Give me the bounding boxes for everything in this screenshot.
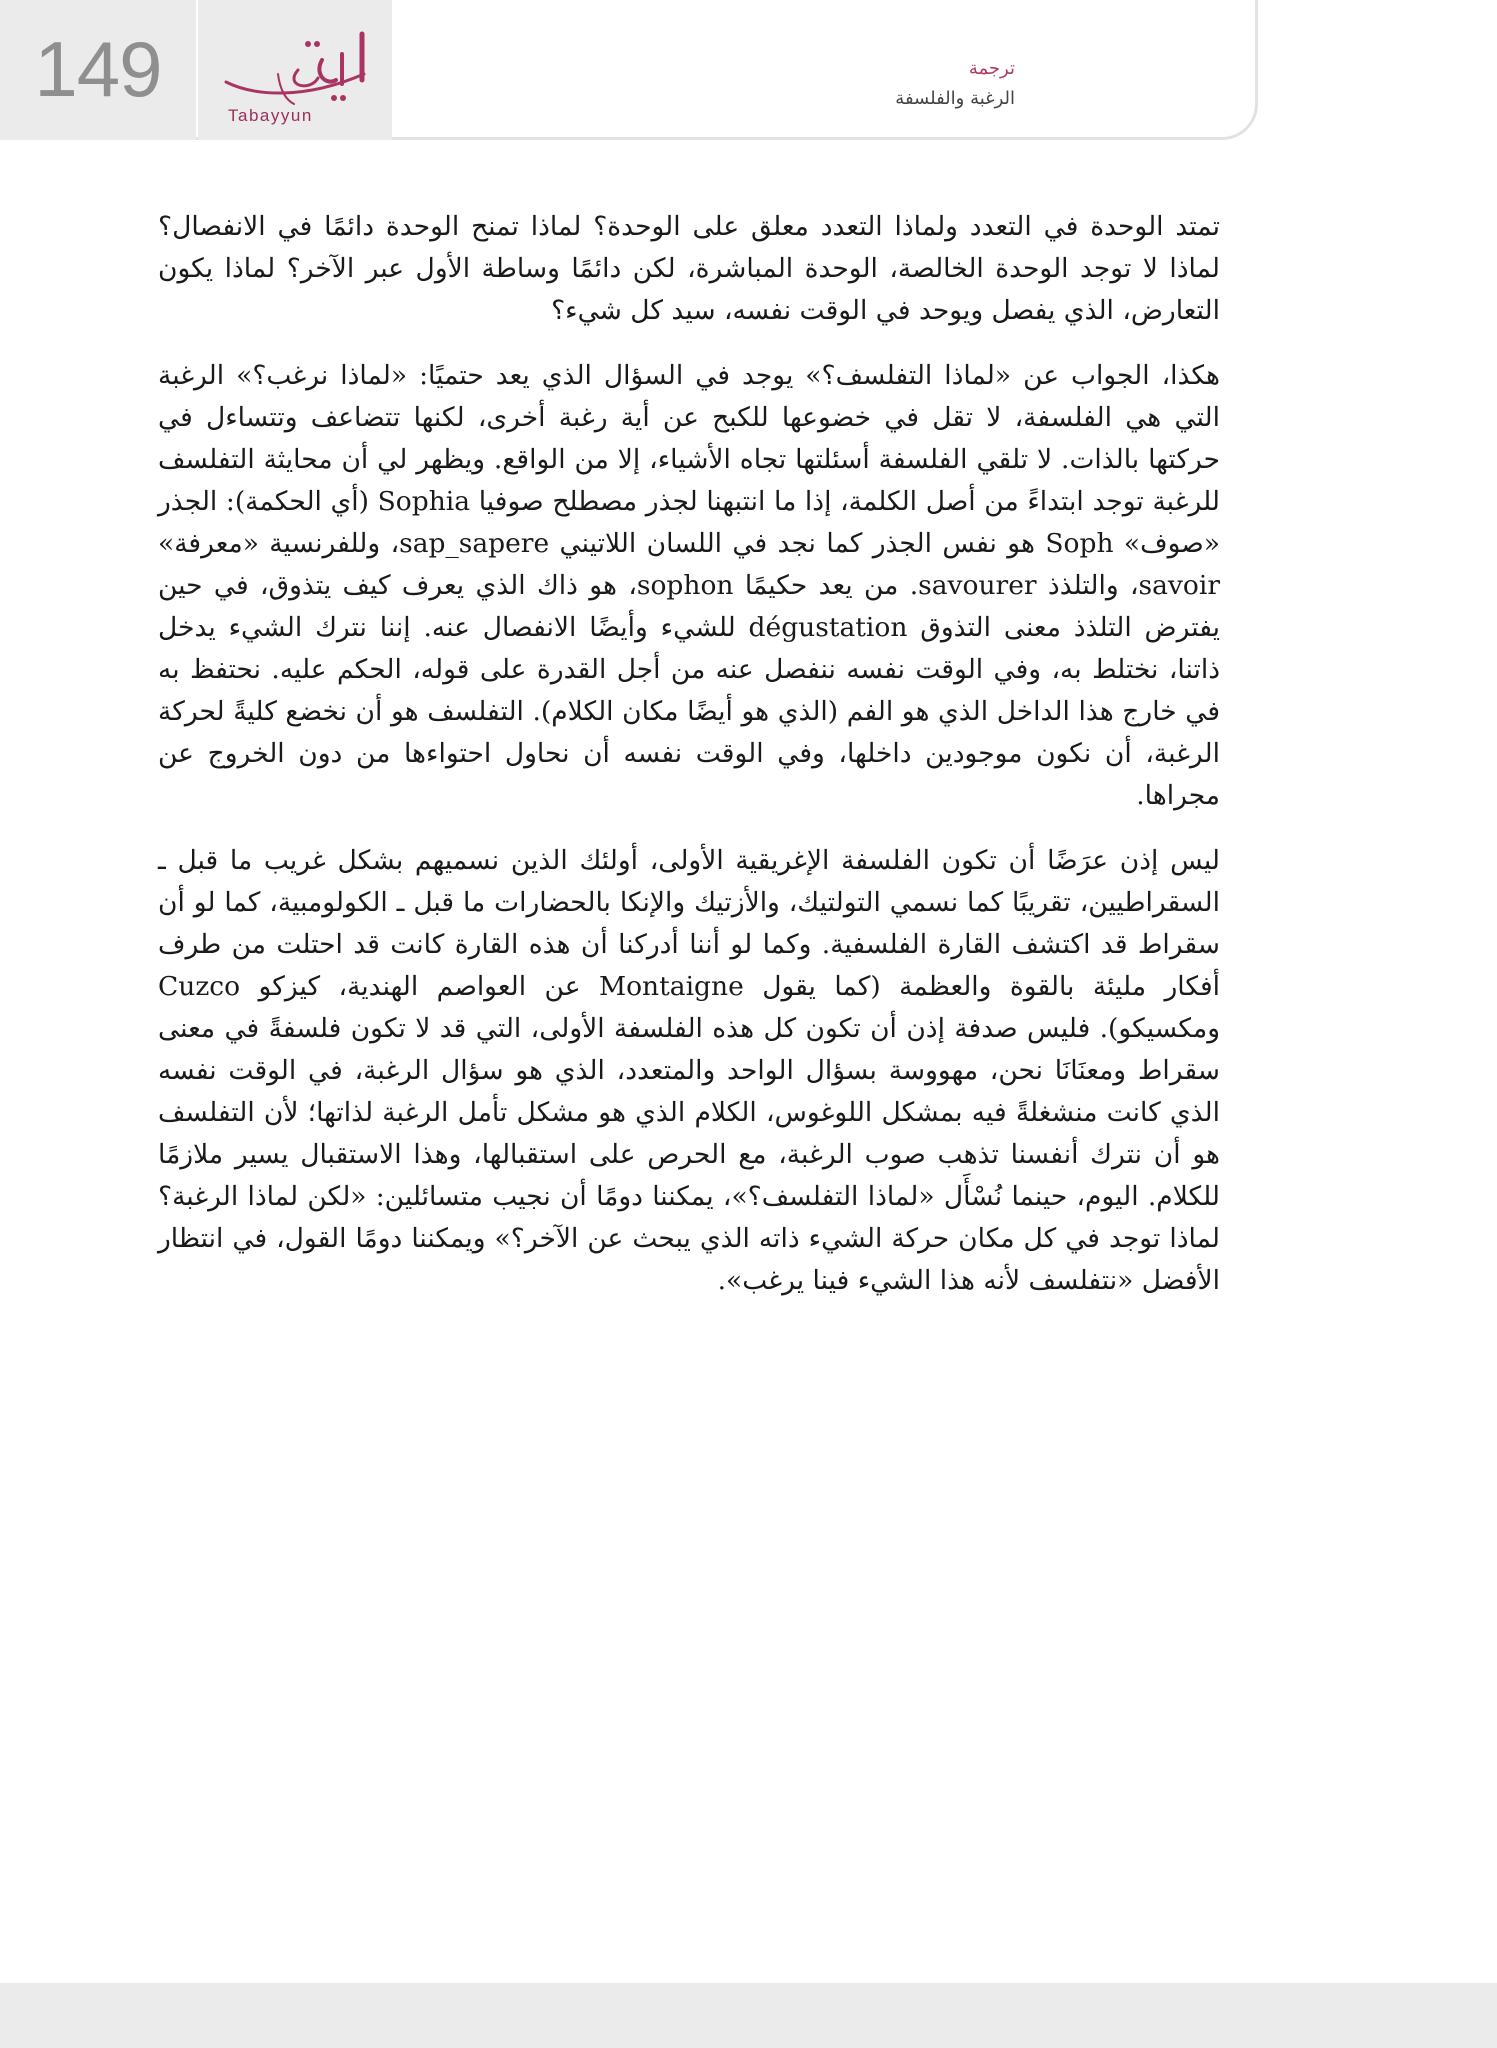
page-footer-band (0, 1983, 1497, 2048)
section-label: ترجمة (968, 58, 1015, 79)
article-title-label: الرغبة والفلسفة (895, 88, 1015, 109)
paragraph-3: ليس إذن عرَضًا أن تكون الفلسفة الإغريقية الأولى، أولئك الذين نسميهم بشكل غريب ما قبل ـ السقراطيين، تقريبًا كما نسمي التولتيك، والأزتيك والإنكا بالحضارات ما قبل ـ الكولومبية، كما لو أن سقراط قد اكتشف القارة الفلسفية. وكما لو أننا أدركنا أن هذه القارة كانت قد احتلت من طرف أفكار مليئة بالقوة والعظمة (كما يقول Montaigne عن العواصم الهندية، كيزكو Cuzco ومكسيكو). فليس صدفة إذن أن تكون كل هذه الفلسفة الأولى، التي قد لا تكون فلسفةً في معنى سقراط ومعنَانَا نحن، مهووسة بسؤال الواحد والمتعدد، الذي هو سؤال الرغبة، في الوقت نفسه الذي كانت منشغلةً فيه بمشكل اللوغوس، الكلام الذي هو مشكل تأمل الرغبة لذاتها؛ لأن التفلسف هو أن نترك أنفسنا تذهب صوب الرغبة، مع الحرص على استقبالها، وهذا الاستقبال يسير ملازمًا للكلام. اليوم، حينما نُسْأَل «لماذا التفلسف؟»، يمكننا دومًا أن نجيب متسائلين: «لكن لماذا الرغبة؟ لماذا توجد في كل مكان حركة الشيء ذاته الذي يبحث عن الآخر؟» ويمكننا دومًا القول، في انتظار الأفضل «نتفلسف لأنه هذا الشيء فينا يرغب». (158, 845, 1221, 1296)
paragraph-2: هكذا، الجواب عن «لماذا التفلسف؟» يوجد في السؤال الذي يعد حتميًا: «لماذا نرغب؟» الرغبة التي هي الفلسفة، لا تقل في خضوعها للكبح عن أية رغبة أخرى، لكنها تتضاعف وتتساءل في حركتها بالذات. لا تلقي الفلسفة أسئلتها تجاه الأشياء، إلا من الواقع. ويظهر لي أن محايثة التفلسف للرغبة توجد ابتداءً من أصل الكلمة، إذا ما انتبهنا لجذر مصطلح صوفيا Sophia (أي الحكمة): الجذر «صوف» Soph هو نفس الجذر كما نجد في اللسان اللاتيني sap_sapere، وللفرنسية «معرفة» savoir، والتلذذ savourer. من يعد حكيمًا sophon، هو ذاك الذي يعرف كيف يتذوق، في حين يفترض التلذذ معنى التذوق dégustation للشيء وأيضًا الانفصال عنه. إننا نترك الشيء يدخل ذاتنا، نختلط به، وفي الوقت نفسه ننفصل عنه من أجل القدرة على قوله، الحكم عليه. نحتفظ به في خارج هذا الداخل الذي هو الفم (الذي هو أيضًا مكان الكلام). التفلسف هو أن نخضع كليةً لحركة الرغبة، أن نكون موجودين داخلها، وفي الوقت نفسه أن نحاول احتواءها من دون الخروج عن مجراها. (158, 360, 1221, 811)
paragraph-1: تمتد الوحدة في التعدد ولماذا التعدد معلق على الوحدة؟ لماذا تمنح الوحدة دائمًا في الانفصال؟ لماذا لا توجد الوحدة الخالصة، الوحدة المباشرة، لكن دائمًا وساطة الأول عبر الآخر؟ لماذا يكون التعارض، الذي يفصل ويوحد في الوقت نفسه، سيد كل شيء؟ (158, 211, 1220, 326)
page-header (0, 0, 1258, 140)
page-number: 149 (34, 25, 162, 113)
logo-latin-text: Tabayyun (228, 106, 313, 125)
journal-logo (198, 0, 392, 140)
page-number-box (0, 0, 196, 140)
logo-calligraphy-icon (214, 30, 379, 110)
article-body (158, 206, 1220, 1325)
